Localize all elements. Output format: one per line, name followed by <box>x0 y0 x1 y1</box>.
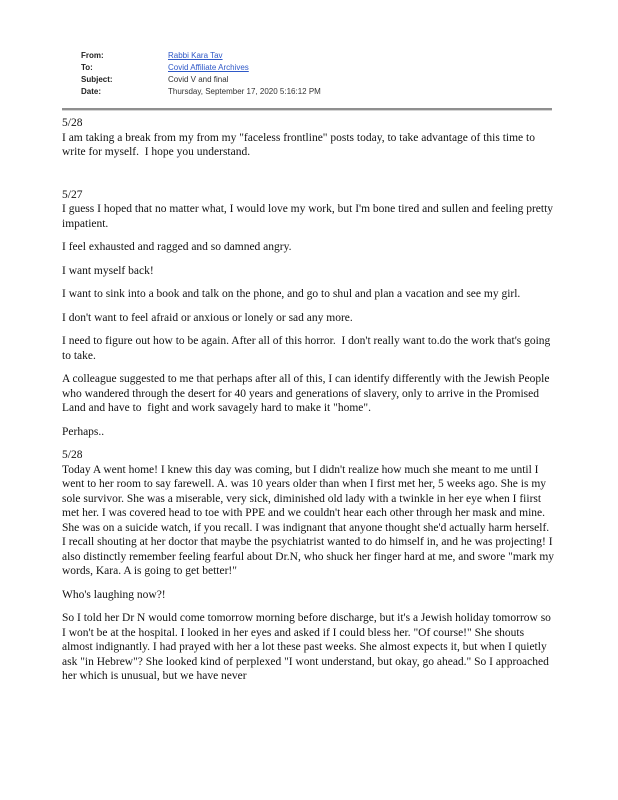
email-paragraph <box>62 448 557 579</box>
paragraph-text: Perhaps.. <box>62 425 105 438</box>
paragraph-text: I want myself back! <box>62 264 154 277</box>
header-divider <box>62 108 552 111</box>
email-paragraph <box>62 240 554 255</box>
email-paragraph <box>62 425 554 440</box>
email-paragraph <box>62 116 554 160</box>
to-label: To: <box>81 63 93 72</box>
paragraph-text: Who's laughing now?! <box>62 588 166 601</box>
subject-label: Subject: <box>81 75 113 84</box>
paragraph-text: I need to figure out how to be again. After all of this horror. I don't really want to.do the work that's going to take. <box>62 335 554 362</box>
to-value <box>168 62 249 74</box>
subject-value: Covid V and final <box>168 75 229 84</box>
diary-date-line: 5/28 <box>62 449 83 461</box>
email-paragraph <box>62 372 554 416</box>
header-row-date <box>81 86 552 98</box>
email-paragraph <box>62 264 554 279</box>
email-paragraph <box>62 588 554 603</box>
from-label: From: <box>81 51 104 60</box>
email-paragraph <box>62 287 554 302</box>
paragraph-text: A colleague suggested to me that perhaps after all of this, I can identify differently with the Jewish People who wandered through the desert for 40 years and generations of slavery, only to arrive in the Promised Land and have to fight and work savagely hard to make it "home". <box>62 373 553 414</box>
paragraph-text: I want to sink into a book and talk on the phone, and go to shul and plan a vacation and see my girl. <box>62 288 521 300</box>
paragraph-text: I am taking a break from my from my "faceless frontline" posts today, to take advantage of this time to write for myself. I hope you understand. <box>62 131 538 158</box>
header-row-subject <box>81 74 552 86</box>
email-header-block <box>81 50 552 98</box>
email-paragraph <box>62 611 554 684</box>
email-paragraph <box>62 188 554 232</box>
email-paragraph <box>62 311 554 326</box>
date-label: Date: <box>81 87 102 96</box>
to-link[interactable]: Covid Affiliate Archives <box>168 63 249 72</box>
paragraph-text: I guess I hoped that no matter what, I would love my work, but I'm bone tired and sullen and feeling pretty impatient. <box>62 203 556 230</box>
header-row-from <box>81 50 552 62</box>
header-row-to <box>81 62 552 74</box>
diary-date-line: 5/27 <box>62 188 83 201</box>
email-paragraph <box>62 334 554 363</box>
paragraph-text: Today A went home! I knew this day was coming, but I didn't realize how much she meant to me until I went to her room to say farewell. A. was 10 years older than when I first met her, 5 weeks ago. She is my sole survivor. She was a miserable, very sick, diminished old lady with a twinkle in her eye when I fiirst met her. I was covered head to toe with PPE and we couldn't hear each other through her mask and mine. She was on a suicide watch, if you recall. I was indignant that anyone thought she'd actually harm herself. I recall shouting at her doctor that maybe the psychiatrist wanted to do himself in, and he was projecting! I also distinctly remember feeling fearful about Dr.N, who shuck her finger hard at me, and swore "mark my words, Kara. A is going to get better!" <box>62 463 557 577</box>
diary-date-line: 5/28 <box>62 117 83 129</box>
from-value <box>168 50 223 62</box>
email-body <box>62 116 557 693</box>
paragraph-text: So I told her Dr N would come tomorrow morning before discharge, but it's a Jewish holiday tomorrow so I won't be at the hospital. I looked in her eyes and asked if I could bless her. "Of course!" She shouts almost indignantly. I had prayed with her a lot these past weeks. She almost expects it, but when I quietly ask "in Hebrew"? She looked kind of perplexed "I wont understand, but okay, go ahead." So I approached her which is unusual, but we have never <box>62 612 554 682</box>
paragraph-text: I feel exhausted and ragged and so damned angry. <box>62 241 292 253</box>
paragraph-text: I don't want to feel afraid or anxious or lonely or sad any more. <box>62 311 353 324</box>
date-value: Thursday, September 17, 2020 5:16:12 PM <box>168 87 321 96</box>
from-link[interactable]: Rabbi Kara Tav <box>168 51 223 60</box>
